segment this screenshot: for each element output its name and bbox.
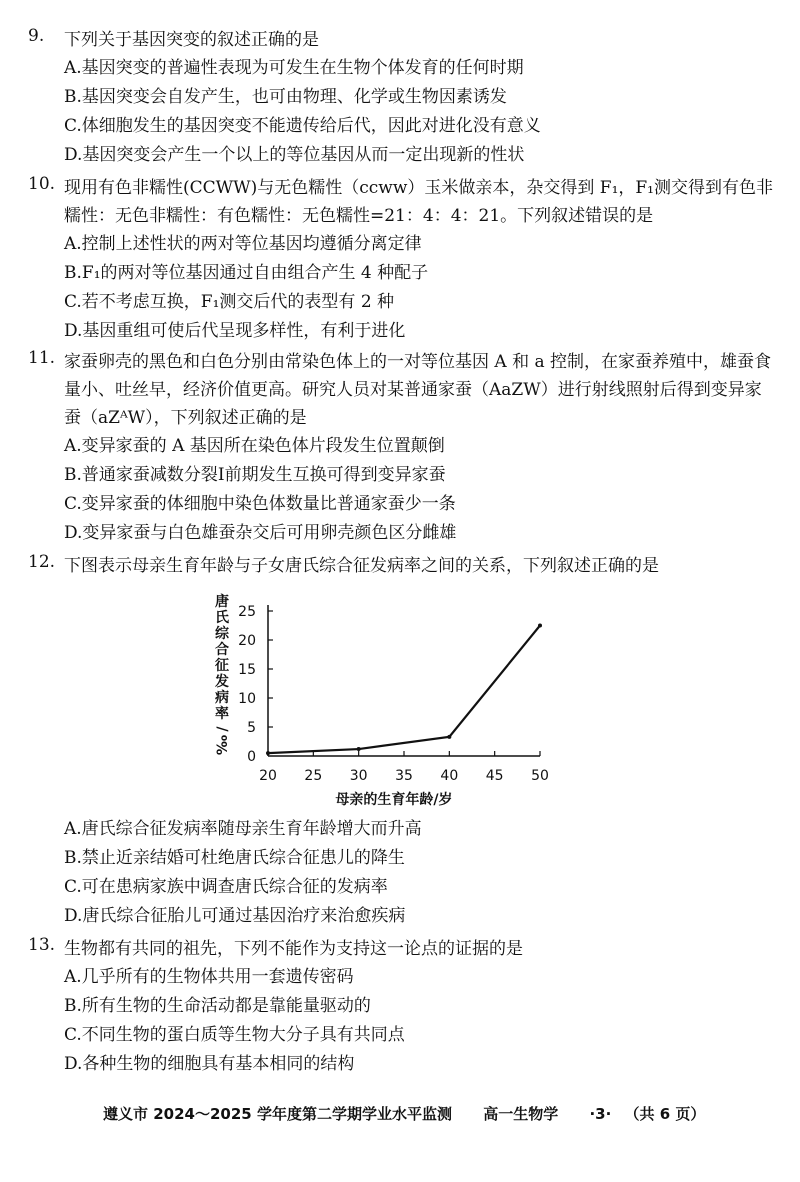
data-point [447,735,451,739]
x-tick-label: 20 [259,768,277,784]
y-tick-label: 0 [247,749,256,765]
option-b: B.F₁的两对等位基因通过自由组合产生 4 种配子 [64,263,429,283]
question-stem: 下列关于基因突变的叙述正确的是 [64,30,319,50]
down-syndrome-chart [200,588,580,813]
question-number: 9. [28,26,45,46]
option-c: C.变异家蚕的体细胞中染色体数量比普通家蚕少一条 [64,494,456,514]
page-number: ·3· [589,1105,612,1123]
question-12-options [28,815,778,931]
y-tick-label: 25 [238,604,256,620]
question-number: 12. [28,552,56,572]
option-b: B.基因突变会自发产生，也可由物理、化学或生物因素诱发 [64,87,507,107]
option-c: C.可在患病家族中调查唐氏综合征的发病率 [64,877,388,897]
question-13 [28,935,778,1079]
x-tick-label: 35 [395,768,413,784]
option-a: A.控制上述性状的两对等位基因均遵循分离定律 [64,234,422,254]
x-tick-label: 50 [531,768,549,784]
option-d: D.基因重组可使后代呈现多样性，有利于进化 [64,321,406,341]
y-axis-label-char: 氏 [215,610,229,626]
points-group [266,624,542,756]
y-axis-label-char: 率 [215,706,229,722]
y-tick-label: 15 [238,662,256,678]
question-number: 13. [28,935,56,955]
x-tick-label: 45 [485,768,504,784]
x-axis-label: 母亲的生育年龄/岁 [335,792,453,808]
question-stem: 下图表示母亲生育年龄与子女唐氏综合征发病率之间的关系，下列叙述正确的是 [64,556,659,576]
x-tick-label: 30 [349,768,368,784]
option-d: D.唐氏综合征胎儿可通过基因治疗来治愈疾病 [64,906,406,926]
y-axis-label-char: 合 [215,642,229,658]
option-d: D.基因突变会产生一个以上的等位基因从而一定出现新的性状 [64,145,525,165]
x-tick-label: 25 [304,768,323,784]
subject-name: 高一生物学 [483,1105,559,1123]
option-d: D.变异家蚕与白色雄蚕杂交后可用卵壳颜色区分雌雄 [64,523,457,543]
question-stem: 现用有色非糯性(CCWW)与无色糯性（ccww）玉米做亲本，杂交得到 F₁，F₁测交得到有色非糯性：无色非糯性：有色糯性：无色糯性=21：4：4：21。下列叙述错误的是 [64,178,773,226]
option-a: A.唐氏综合征发病率随母亲生育年龄增大而升高 [64,819,422,839]
data-point [538,624,542,628]
y-axis-label-char: / [215,726,231,732]
y-axis-label-char: 发 [215,674,229,690]
question-12 [28,552,778,580]
question-9 [28,26,778,170]
option-a: A.几乎所有的生物体共用一套遗传密码 [64,967,354,987]
option-c: C.体细胞发生的基因突变不能遗传给后代，因此对进化没有意义 [64,116,541,136]
series-line [268,626,540,754]
line-chart [200,588,580,813]
exam-title: 遵义市 2024～2025 学年度第二学期学业水平监测 [103,1105,452,1123]
y-axis-label-char: 唐 [215,594,229,610]
x-tick-label: 40 [440,768,459,784]
data-point [357,747,361,751]
option-a: A.变异家蚕的 A 基因所在染色体片段发生位置颠倒 [64,436,445,456]
y-axis-label-group [214,593,231,755]
data-point [266,751,270,755]
question-stem: 生物都有共同的祖先，下列不能作为支持这一论点的证据的是 [64,939,523,959]
page-footer [103,1103,731,1124]
option-b: B.所有生物的生命活动都是靠能量驱动的 [64,996,371,1016]
option-c: C.若不考虑互换，F₁测交后代的表型有 2 种 [64,292,395,312]
option-a: A.基因突变的普遍性表现为可发生在生物个体发育的任何时期 [64,58,524,78]
page-total: （共 6 页） [624,1105,706,1123]
y-axis-label-char: 综 [215,626,229,642]
y-tick-label: 20 [238,633,256,649]
question-11 [28,348,778,548]
y-axis-label-char: 病 [215,690,229,706]
option-c: C.不同生物的蛋白质等生物大分子具有共同点 [64,1025,405,1045]
y-axis-label-char: ‰ [215,734,231,756]
question-10 [28,174,778,346]
question-number: 11. [28,348,56,368]
y-axis-label-char: 征 [215,658,229,674]
question-stem: 家蚕卵壳的黑色和白色分别由常染色体上的一对等位基因 A 和 a 控制，在家蚕养殖中，雄蚕食量小、吐丝早，经济价值更高。研究人员对某普通家蚕（AaZW）进行射线照射后得到变异家蚕（aZᴬW），下列叙述正确的是 [64,352,772,428]
option-b: B.禁止近亲结婚可杜绝唐氏综合征患儿的降生 [64,848,405,868]
y-tick-label: 5 [247,720,256,736]
question-number: 10. [28,174,56,194]
y-tick-label: 10 [238,691,256,707]
option-b: B.普通家蚕减数分裂Ⅰ前期发生互换可得到变异家蚕 [64,465,446,485]
ticks-group [238,604,549,784]
option-d: D.各种生物的细胞具有基本相同的结构 [64,1054,355,1074]
